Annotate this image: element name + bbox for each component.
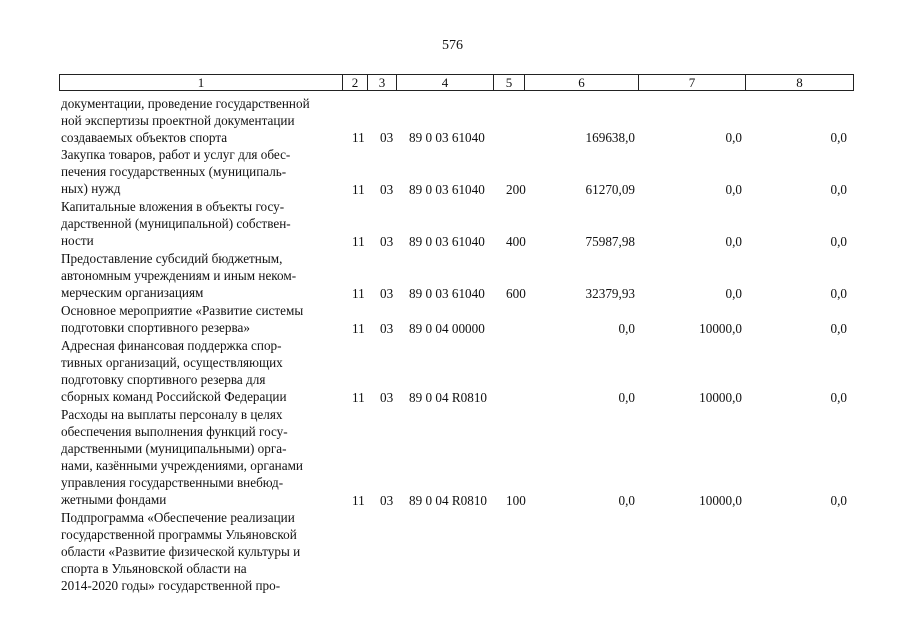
cell-value-8: 0,0 [830,286,847,301]
description-line: документации, проведение государственной [61,96,310,111]
row-description [61,250,340,301]
description-line: Капитальные вложения в объекты госу- [61,199,285,214]
description-line: ности [61,233,94,248]
description-line: ной экспертизы проектной документации [61,113,295,128]
cell-value-7: 0,0 [725,286,742,301]
cell-value-7: 10000,0 [699,390,742,405]
cell-value-6: 61270,09 [585,182,635,197]
table-row [0,337,905,406]
description-line: дарственной (муниципальной) собствен- [61,216,291,231]
cell-target-article: 89 0 03 61040 [409,130,485,145]
header-col-3: 3 [368,75,397,90]
description-line: мерческим организациям [61,285,204,300]
cell-target-article: 89 0 04 R0810 [409,390,488,405]
description-line: жетными фондами [61,492,167,507]
description-line: Подпрограмма «Обеспечение реализации [61,510,295,525]
cell-value-6: 75987,98 [585,234,635,249]
row-description [61,302,340,336]
cell-value-6: 0,0 [618,390,635,405]
cell-section: 11 [352,182,365,197]
cell-section: 11 [352,234,365,249]
description-line: подготовку спортивного резерва для [61,372,266,387]
cell-value-7: 10000,0 [699,321,742,336]
cell-expense-type: 100 [506,493,526,508]
header-col-5: 5 [494,75,525,90]
cell-value-6: 169638,0 [585,130,635,145]
row-description [61,509,340,594]
table-row [0,250,905,302]
cell-value-8: 0,0 [830,234,847,249]
header-col-1: 1 [60,75,343,90]
cell-value-8: 0,0 [830,390,847,405]
description-line: дарственными (муниципальными) орга- [61,441,287,456]
cell-subsection: 03 [380,130,394,145]
description-line: Предоставление субсидий бюджетным, [61,251,283,266]
table-row [0,146,905,198]
row-description [61,406,340,508]
description-line: автономным учреждениям и иным неком- [61,268,297,283]
cell-value-8: 0,0 [830,182,847,197]
cell-value-6: 0,0 [618,493,635,508]
description-line: обеспечения выполнения функций госу- [61,424,288,439]
cell-value-7: 0,0 [725,182,742,197]
table-row [0,302,905,337]
cell-subsection: 03 [380,182,394,197]
cell-value-7: 0,0 [725,234,742,249]
cell-subsection: 03 [380,493,394,508]
description-line: управления государственными внебюд- [61,475,284,490]
row-description [61,95,340,146]
cell-target-article: 89 0 04 00000 [409,321,485,336]
description-line: государственной программы Ульяновской [61,527,297,542]
cell-subsection: 03 [380,234,394,249]
cell-target-article: 89 0 03 61040 [409,182,485,197]
cell-section: 11 [352,390,365,405]
table-row [0,198,905,250]
cell-expense-type: 600 [506,286,526,301]
header-col-4: 4 [397,75,494,90]
description-line: Закупка товаров, работ и услуг для обес- [61,147,291,162]
row-description [61,146,340,197]
cell-value-6: 0,0 [618,321,635,336]
cell-section: 11 [352,286,365,301]
description-line: Расходы на выплаты персоналу в целях [61,407,283,422]
row-description [61,198,340,249]
row-description [61,337,340,405]
description-line: Адресная финансовая поддержка спор- [61,338,282,353]
header-col-8: 8 [796,75,803,90]
description-line: спорта в Ульяновской области на [61,561,247,576]
description-line: Основное мероприятие «Развитие системы [61,303,304,318]
cell-subsection: 03 [380,390,394,405]
cell-target-article: 89 0 03 61040 [409,234,485,249]
cell-subsection: 03 [380,321,394,336]
cell-value-8: 0,0 [830,130,847,145]
cell-value-8: 0,0 [830,493,847,508]
table-row [0,509,905,595]
cell-value-7: 0,0 [725,130,742,145]
cell-target-article: 89 0 03 61040 [409,286,485,301]
cell-value-8: 0,0 [830,321,847,336]
description-line: печения государственных (муниципаль- [61,164,287,179]
page-number: 576 [442,38,463,53]
cell-value-6: 32379,93 [585,286,635,301]
cell-section: 11 [352,493,365,508]
header-col-2: 2 [343,75,368,90]
description-line: подготовки спортивного резерва» [61,320,251,335]
description-line: 2014-2020 годы» государственной про- [61,578,281,593]
description-line: нами, казёнными учреждениями, органами [61,458,303,473]
cell-expense-type: 200 [506,182,526,197]
table-body [0,95,905,595]
description-line: сборных команд Российской Федерации [61,389,287,404]
description-line: создаваемых объектов спорта [61,130,228,145]
table-row [0,95,905,146]
description-line: ных) нужд [61,181,121,196]
cell-target-article: 89 0 04 R0810 [409,493,488,508]
cell-subsection: 03 [380,286,394,301]
cell-expense-type: 400 [506,234,526,249]
header-col-6: 6 [525,75,639,90]
cell-value-7: 10000,0 [699,493,742,508]
description-line: области «Развитие физической культуры и [61,544,301,559]
description-line: тивных организаций, осуществляющих [61,355,283,370]
cell-section: 11 [352,321,365,336]
cell-section: 11 [352,130,365,145]
table-header [59,74,854,91]
header-col-7: 7 [639,75,746,90]
table-row [0,406,905,509]
